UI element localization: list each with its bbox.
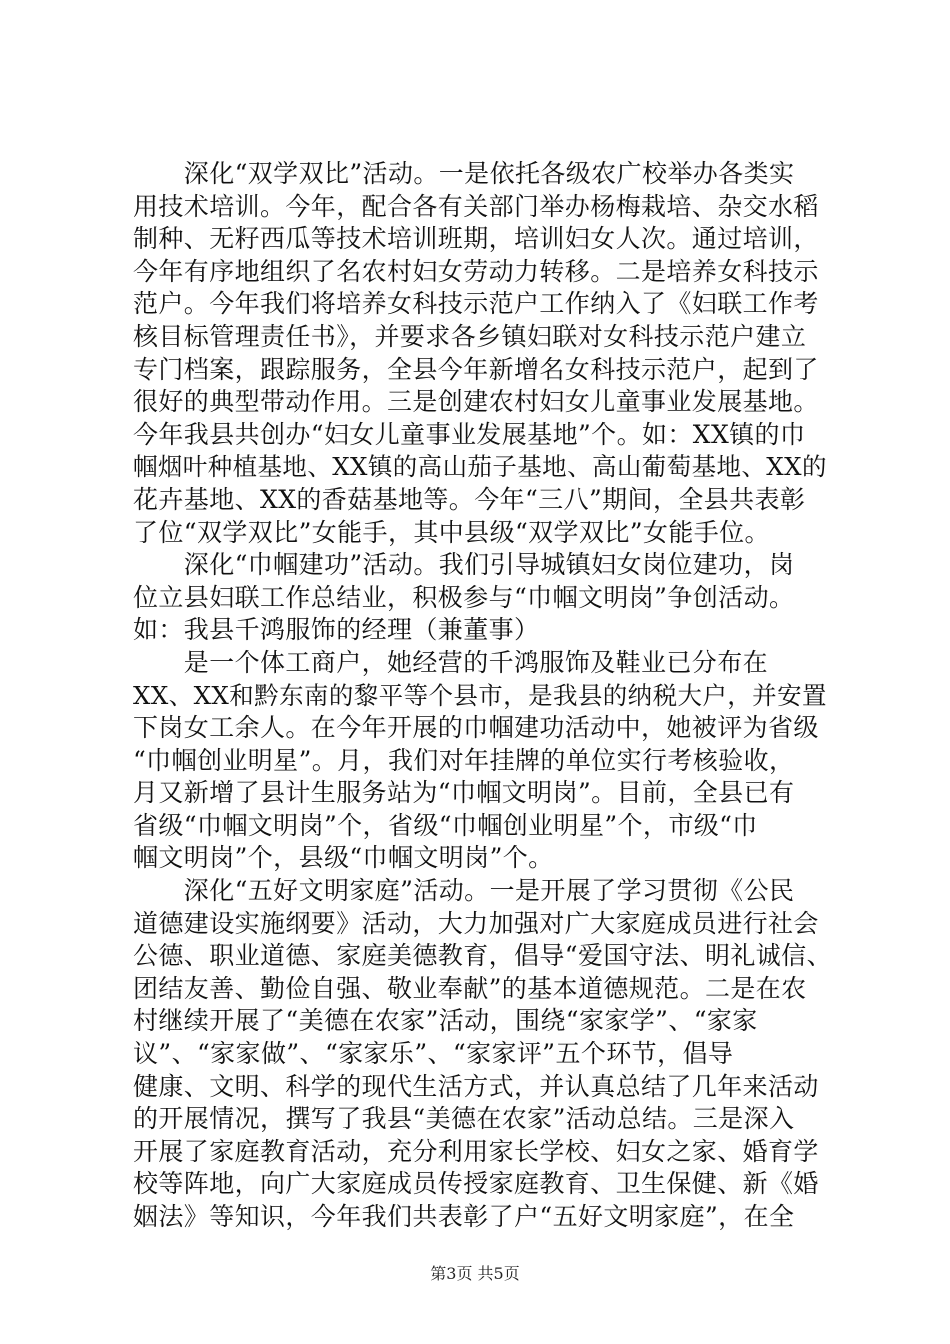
text-line: 的开展情况，撰写了我县“美德在农家”活动总结。三是深入: [133, 1104, 795, 1134]
text-line: 月又新增了县计生服务站为“巾帼文明岗”。目前，全县已有: [133, 778, 795, 808]
text-line: 道德建设实施纲要》活动，大力加强对广大家庭成员进行社会: [133, 908, 819, 938]
text-line: 花卉基地、XX的香菇基地等。今年“三八”期间，全县共表彰: [133, 484, 806, 514]
text-line: 省级“巾帼文明岗”个，省级“巾帼创业明星”个，市级“巾: [133, 810, 758, 840]
text-line: 深化“巾帼建功”活动。我们引导城镇妇女岗位建功，岗: [133, 550, 795, 580]
text-line: 位立县妇联工作总结业，积极参与“巾帼文明岗”争创活动。: [133, 582, 795, 612]
text-line: 很好的典型带动作用。三是创建农村妇女儿童事业发展基地。: [133, 387, 819, 417]
text-line: 范户。今年我们将培养女科技示范户工作纳入了《妇联工作考: [133, 289, 819, 319]
text-line: 用技术培训。今年，配合各有关部门举办杨梅栽培、杂交水稻: [133, 191, 819, 221]
text-line: 制种、无籽西瓜等技术培训班期，培训妇女人次。通过培训，: [133, 224, 819, 254]
document-body: [133, 158, 833, 1234]
text-line: 下岗女工余人。在今年开展的巾帼建功活动中，她被评为省级: [133, 713, 819, 743]
text-line: 帼文明岗”个，县级“巾帼文明岗”个。: [133, 843, 554, 873]
text-line: 深化“五好文明家庭”活动。一是开展了学习贯彻《公民: [133, 876, 795, 906]
text-line: 核目标管理责任书》，并要求各乡镇妇联对女科技示范户建立: [133, 321, 807, 351]
text-line: 团结友善、勤俭自强、敬业奉献”的基本道德规范。二是在农: [133, 973, 807, 1003]
text-line: 开展了家庭教育活动，充分利用家长学校、妇女之家、婚育学: [133, 1136, 819, 1166]
text-line: 议”、“家家做”、“家家乐”、“家家评”五个环节，倡导: [133, 1039, 734, 1069]
text-line: 了位“双学双比”女能手，其中县级“双学双比”女能手位。: [133, 517, 770, 547]
text-line: 如：我县千鸿服饰的经理（兼董事）: [133, 615, 540, 645]
text-line: 健康、文明、科学的现代生活方式，并认真总结了几年来活动: [133, 1071, 819, 1101]
page-number-footer: 第3页 共5页: [430, 1264, 520, 1283]
text-line: 姻法》等知识，今年我们共表彰了户“五好文明家庭”，在全: [133, 1202, 795, 1231]
text-line: “巾帼创业明星”。月，我们对年挂牌的单位实行考核验收，: [133, 745, 795, 775]
text-line: 今年我县共创办“妇女儿童事业发展基地”个。如：XX镇的巾: [133, 419, 806, 449]
text-line: 帼烟叶种植基地、XX镇的高山茄子基地、高山葡萄基地、XX的: [133, 452, 827, 482]
text-line: 是一个体工商户，她经营的千鸿服饰及鞋业已分布在: [133, 647, 769, 677]
text-line: 今年有序地组织了名农村妇女劳动力转移。二是培养女科技示: [133, 256, 819, 286]
text-line: 村继续开展了“美德在农家”活动，围绕“家家学”、“家家: [133, 1006, 758, 1036]
text-line: 公德、职业道德、家庭美德教育，倡导“爱国守法、明礼诚信、: [133, 941, 832, 971]
text-line: XX、XX和黔东南的黎平等个县市，是我县的纳税大户，并安置: [133, 680, 827, 710]
text-line: 专门档案，跟踪服务，全县今年新增名女科技示范户，起到了: [133, 354, 819, 384]
text-line: 深化“双学双比”活动。一是依托各级农广校举办各类实: [133, 159, 795, 188]
text-line: 校等阵地，向广大家庭成员传授家庭教育、卫生保健、新《婚: [133, 1169, 819, 1199]
